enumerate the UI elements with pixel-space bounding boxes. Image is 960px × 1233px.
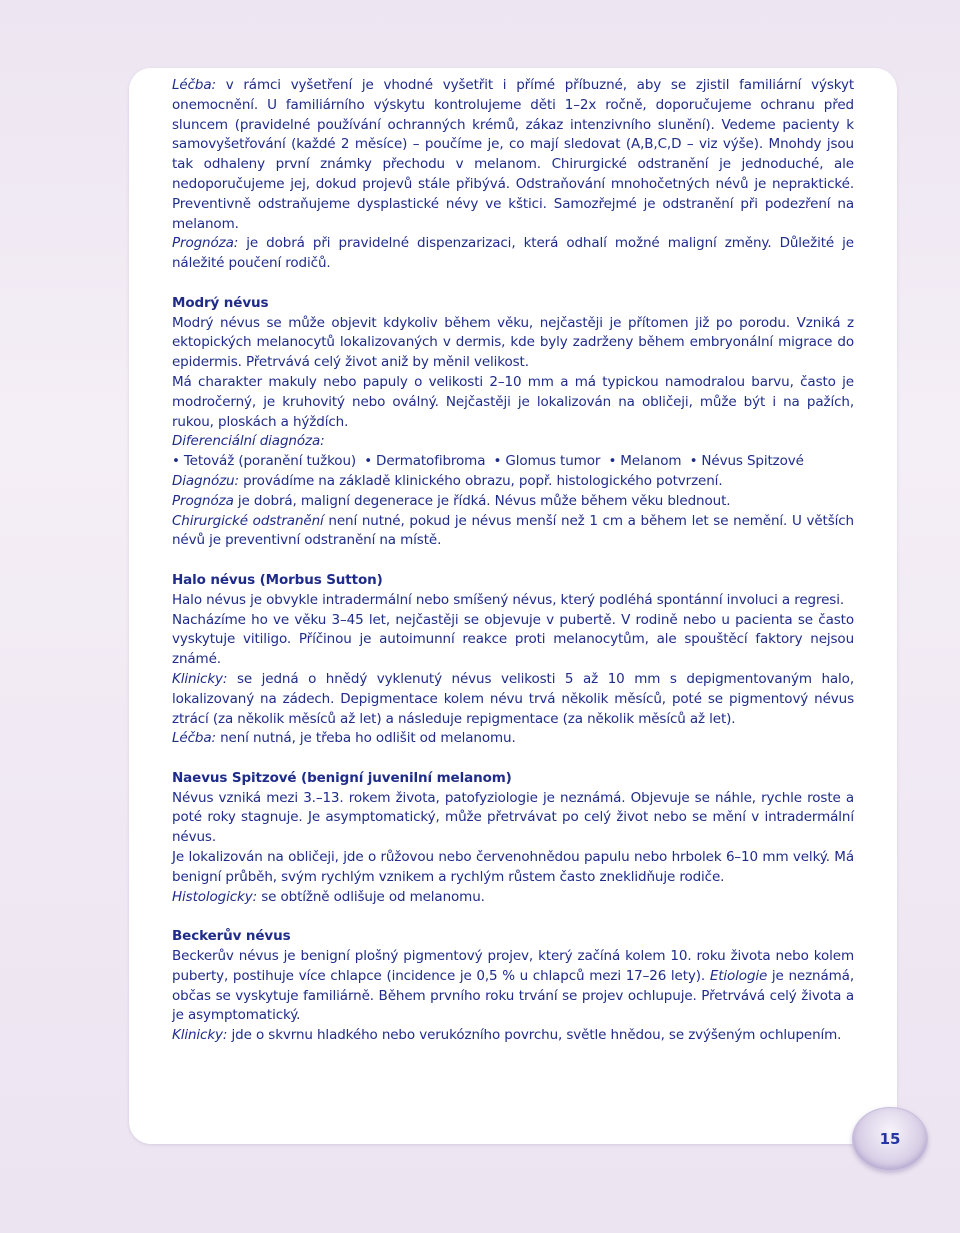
paragraph bbox=[172, 591, 854, 611]
inline-label: Diagnózu: bbox=[172, 472, 239, 489]
section-heading: Naevus Spitzové (benigní juvenilní melanom) bbox=[172, 769, 512, 786]
inline-label: Diferenciální diagnóza: bbox=[172, 433, 325, 450]
inline-text: provádíme na základě klinického obrazu, popř. histologického potvrzení. bbox=[238, 472, 723, 489]
paragraph bbox=[172, 373, 854, 432]
bullet-icon: • bbox=[689, 453, 698, 470]
inline-label: Léčba: bbox=[172, 77, 216, 93]
treatment-section bbox=[172, 76, 854, 274]
inline-text: je neznámá, občas se vyskytuje familiárně. Během prvního roku trvání se projev ochlupuje. Přetrvává celý života a je asymptomatický. bbox=[172, 967, 854, 1024]
inline-text: Má charakter makuly nebo papuly o velikosti 2–10 mm a má typickou namodralou barvu, často je modročerný, je kruhovitý nebo oválný. Nejčastěji je lokalizován na obličeji, může být i na pažích, rukou, ploskách a hýždích. bbox=[172, 373, 854, 430]
section-spitz-nevus bbox=[172, 769, 854, 908]
bullet-icon: • bbox=[172, 453, 180, 470]
paragraph bbox=[172, 729, 854, 749]
inline-text: je dobrá, maligní degenerace je řídká. Névus může během věku blednout. bbox=[233, 492, 731, 509]
paragraph bbox=[172, 314, 854, 373]
inline-text: Modrý névus se může objevit kdykoliv během věku, nejčastěji je přítomen již po porodu. Vzniká z ektopických melanocytů lokalizovaných v dermis, kde byly zadrženy během embryonální migrace do epidermis. Přetrvává celý život aniž by měnil velikost. bbox=[172, 314, 854, 371]
section-heading: Beckerův névus bbox=[172, 928, 291, 945]
paragraph bbox=[172, 76, 854, 234]
bullet-icon: • bbox=[493, 453, 502, 470]
document-body bbox=[172, 76, 854, 1046]
inline-label: Prognóza: bbox=[172, 235, 239, 252]
section-becker-nevus bbox=[172, 927, 854, 1046]
paragraph bbox=[172, 432, 854, 452]
page-card bbox=[129, 68, 897, 1144]
inline-text: jde o skvrnu hladkého nebo verukózního povrchu, světle hnědou, se zvýšeným ochlupením. bbox=[227, 1027, 842, 1044]
section-halo-nevus bbox=[172, 571, 854, 749]
inline-text: není nutné, pokud je névus menší než 1 cm a během let se nemění. U větších névů je preventivní odstranění na místě. bbox=[172, 512, 854, 549]
inline-label: Léčba: bbox=[172, 730, 216, 747]
list-item: • Névus Spitzové bbox=[689, 453, 804, 470]
inline-label: Histologicky: bbox=[172, 888, 258, 905]
paragraph bbox=[172, 888, 854, 908]
inline-label: Klinicky: bbox=[172, 670, 228, 687]
inline-text: Nacházíme ho ve věku 3–45 let, nejčastěji se objevuje v pubertě. V rodině nebo u pacienta se často vyskytuje vitiligo. Příčinou je autoimunní reakce proti melanocytům, ale spouštěcí faktory nejsou známé. bbox=[172, 611, 854, 668]
inline-label: Etiologie bbox=[709, 967, 768, 984]
inline-text: je dobrá při pravidelné dispenzarizaci, která odhalí možné maligní změny. Důležité je náležité poučení rodičů. bbox=[172, 235, 854, 272]
page-number-badge bbox=[852, 1107, 928, 1171]
inline-label: Prognóza bbox=[172, 492, 234, 509]
paragraph bbox=[172, 611, 854, 670]
list-item: • Melanom bbox=[608, 453, 682, 470]
inline-label: Chirurgické odstranění bbox=[172, 512, 324, 529]
paragraph bbox=[172, 512, 854, 552]
inline-text: není nutná, je třeba ho odlišit od melanomu. bbox=[215, 730, 516, 747]
list-item: • Glomus tumor bbox=[493, 453, 601, 470]
paragraph bbox=[172, 789, 854, 848]
paragraph bbox=[172, 1026, 854, 1046]
list-item: • Tetováž (poranění tužkou) bbox=[172, 453, 357, 470]
inline-label: Klinicky: bbox=[172, 1027, 228, 1044]
list-item: • Dermatofibroma bbox=[364, 453, 486, 470]
differential-diagnosis-list bbox=[172, 452, 854, 472]
section-heading: Halo névus (Morbus Sutton) bbox=[172, 571, 383, 588]
paragraph bbox=[172, 492, 854, 512]
inline-text: se obtížně odlišuje od melanomu. bbox=[257, 888, 485, 905]
paragraph bbox=[172, 848, 854, 888]
paragraph bbox=[172, 234, 854, 274]
paragraph bbox=[172, 472, 854, 492]
inline-text: Beckerův névus je benigní plošný pigmentový projev, který začíná kolem 10. roku života nebo kolem puberty, postihuje více chlapce (incidence je 0,5 % u chlapců mezi 17–26 lety). bbox=[172, 948, 854, 984]
inline-text: se jedná o hnědý vyklenutý névus velikosti 5 až 10 mm s depigmentovaným halo, lokalizovaný na zádech. Depigmentace kolem névu trvá několik měsíců, poté se pigmentový névus ztrácí (za několik měsíců až let) a následuje repigmentace (za několik měsíců až let). bbox=[172, 670, 854, 727]
inline-text: v rámci vyšetření je vhodné vyšetřit i přímé příbuzné, aby se zjistil familiární výskyt onemocnění. U familiárního výskytu kontrolujeme děti 1–2x ročně, doporučujeme ochranu před sluncem (pravidelné používání ochranných krémů, zákaz intenzivního slunění). Vedeme pacienty k samovyšetřování (každé 2 měsíce) – poučíme je, co mají sledovat (A,B,C,D – viz výše). Mnohdy jsou tak odhaleny první známky přechodu v melanom. Chirurgické odstranění je jednoduché, ale nedoporučujeme jej, dokud projevů stále přibývá. Odstraňování mnohočetných névů je nepraktické. Preventivně odstraňujeme dysplastické névy ve kštici. Samozřejmé je odstranění při podezření na melanom. bbox=[172, 77, 854, 232]
section-heading: Modrý névus bbox=[172, 294, 269, 311]
page-number: 15 bbox=[879, 1130, 901, 1148]
inline-text: Halo névus je obvykle intradermální nebo smíšený névus, který podléhá spontánní involuci a regresi. bbox=[172, 591, 845, 608]
paragraph bbox=[172, 947, 854, 1026]
inline-text: Je lokalizován na obličeji, jde o růžovou nebo červenohnědou papulu nebo hrbolek 6–10 mm velký. Má benigní průběh, svým rychlým vznikem a rychlým růstem často zneklidňuje rodiče. bbox=[172, 849, 854, 885]
inline-text: Névus vzniká mezi 3.–13. rokem života, patofyziologie je neznámá. Objevuje se náhle, rychle roste a poté roky stagnuje. Je asymptomatický, může přetrvávat po celý život nebo se mění v intradermální névus. bbox=[172, 789, 854, 846]
paragraph bbox=[172, 670, 854, 729]
bullet-icon: • bbox=[608, 453, 617, 470]
bullet-icon: • bbox=[364, 453, 373, 470]
section-modry-nevus bbox=[172, 294, 854, 551]
